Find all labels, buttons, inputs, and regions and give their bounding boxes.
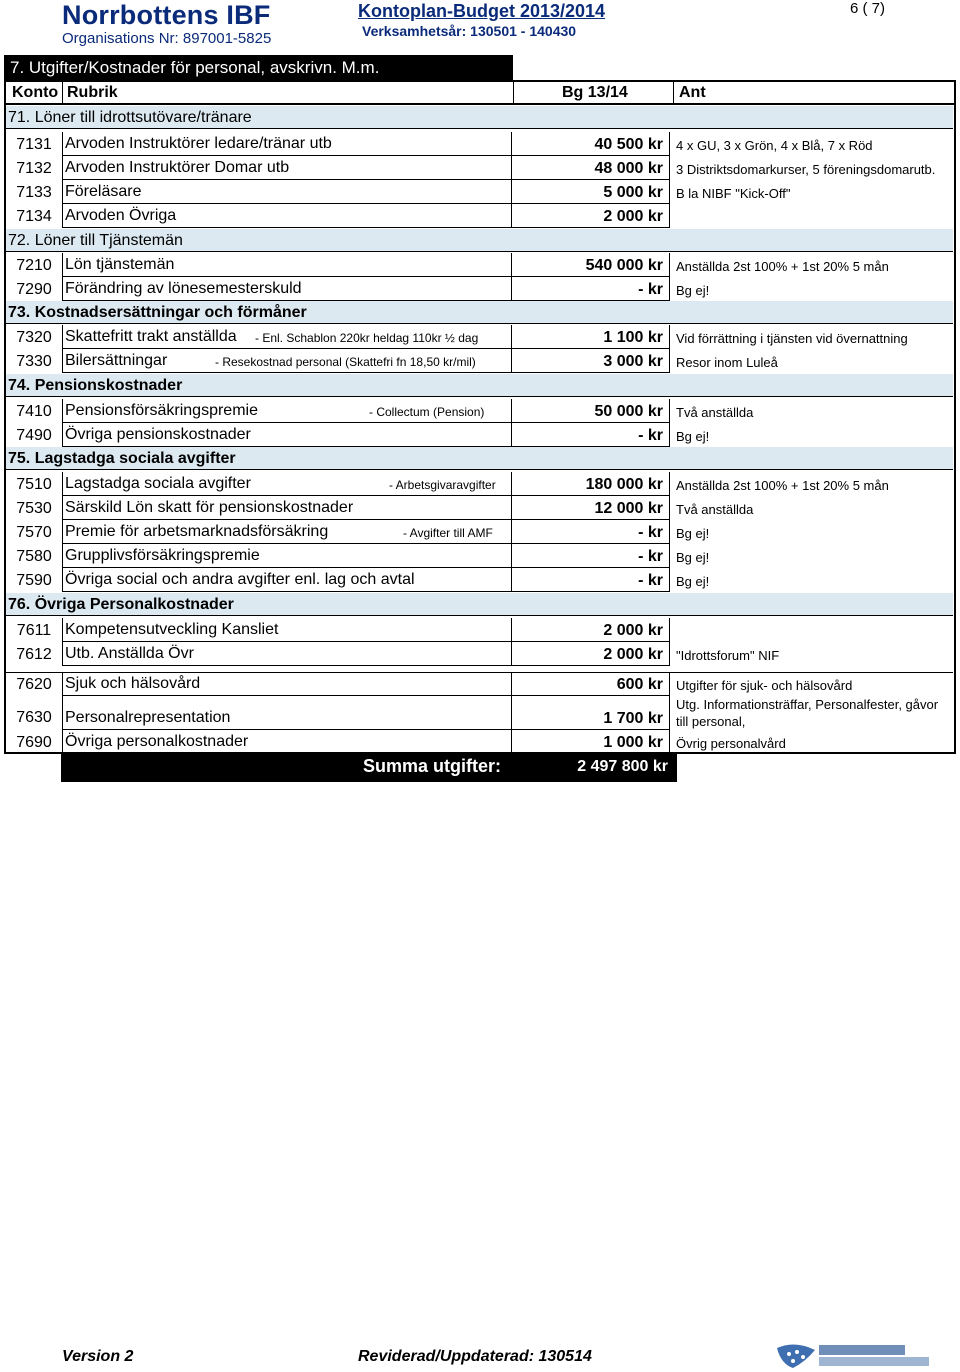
konto-cell: 7290: [6, 277, 63, 301]
ant-cell: Utg. Informationsträffar, Personalfester, gåvor till personal,: [676, 697, 939, 729]
rubrik-cell: Kompetensutveckling Kansliet: [65, 621, 279, 638]
ant-cell: "Idrottsforum" NIF: [676, 648, 780, 663]
section-76: 76. Övriga Personalkostnader: [6, 593, 953, 616]
column-ant: Ant: [679, 84, 706, 101]
ant-cell: Två anställda: [676, 405, 754, 420]
category-banner: 7. Utgifter/Kostnader för personal, avskrivn. M.m.: [4, 55, 513, 80]
amount-cell: - kr: [512, 568, 670, 592]
ant-cell: Bg ej!: [676, 550, 710, 565]
amount-cell: 5 000 kr: [512, 180, 670, 204]
rubrik-note: - Resekostnad personal (Skattefri fn 18,50 kr/mil): [215, 355, 476, 369]
summary-amount: 2 497 800 kr: [577, 758, 668, 775]
ant-cell: Utgifter för sjuk- och hälsovård: [676, 678, 853, 693]
table-row-7620: [6, 672, 953, 696]
table-row-7320: [6, 325, 953, 349]
konto-cell: 7133: [6, 180, 63, 204]
table-row-7133: [6, 180, 953, 204]
konto-cell: 7490: [6, 423, 63, 447]
ant-cell: Två anställda: [676, 502, 754, 517]
rubrik-cell: Bilersättningar: [65, 352, 168, 369]
konto-cell: 7612: [6, 642, 63, 666]
rubrik-cell: Utb. Anställda Övr: [65, 645, 194, 662]
section-72: 72. Löner till Tjänstemän: [6, 229, 953, 252]
konto-cell: 7131: [6, 132, 63, 156]
ant-cell: Bg ej!: [676, 526, 710, 541]
rubrik-cell: Arvoden Övriga: [65, 207, 177, 224]
amount-cell: 1 000 kr: [512, 730, 670, 754]
document-title: Kontoplan-Budget 2013/2014: [358, 1, 606, 21]
rubrik-cell: Arvoden Instruktörer ledare/tränar utb: [65, 135, 332, 152]
konto-cell: 7611: [6, 618, 63, 642]
konto-cell: 7134: [6, 204, 63, 228]
konto-cell: 7620: [6, 672, 63, 696]
table-row-7410: [6, 399, 953, 423]
section-73: 73. Kostnadsersättningar och förmåner: [6, 301, 953, 324]
column-konto: Konto: [12, 84, 59, 101]
rubrik-cell: Övriga pensionskostnader: [65, 426, 251, 443]
konto-cell: 7210: [6, 253, 63, 277]
rubrik-cell: Föreläsare: [65, 183, 142, 200]
amount-cell: 1 100 kr: [512, 325, 670, 349]
rubrik-cell: Sjuk och hälsovård: [65, 675, 201, 692]
amount-cell: 50 000 kr: [512, 399, 670, 423]
section-74: 74. Pensionskostnader: [6, 374, 953, 397]
table-row-7630: [6, 696, 953, 730]
amount-cell: 2 000 kr: [512, 618, 670, 642]
ant-cell: Bg ej!: [676, 283, 710, 298]
ant-cell: Vid förrättning i tjänsten vid övernattning: [676, 331, 908, 346]
column-header-row: [4, 80, 956, 105]
org-name: Norrbottens IBF: [62, 0, 271, 30]
summary-label: Summa utgifter:: [363, 756, 502, 776]
konto-cell: 7320: [6, 325, 63, 349]
amount-cell: 540 000 kr: [512, 253, 670, 277]
table-row-7330: [6, 349, 953, 373]
federation-logo: [775, 1342, 951, 1370]
column-budget: Bg 13/14: [562, 84, 628, 101]
amount-cell: 2 000 kr: [512, 642, 670, 666]
amount-cell: 48 000 kr: [512, 156, 670, 180]
konto-cell: 7530: [6, 496, 63, 520]
rubrik-cell: Lön tjänstemän: [65, 256, 175, 273]
ant-cell: 4 x GU, 3 x Grön, 4 x Blå, 7 x Röd: [676, 138, 873, 153]
table-row-7690: [6, 730, 953, 754]
footer-version: Version 2: [62, 1348, 134, 1365]
rubrik-cell: Övriga social och andra avgifter enl. lag och avtal: [65, 571, 415, 588]
konto-cell: 7132: [6, 156, 63, 180]
amount-cell: - kr: [512, 277, 670, 301]
table-row-7510: [6, 472, 953, 496]
rubrik-cell: Grupplivsförsäkringspremie: [65, 547, 260, 564]
rubrik-cell: Förändring av lönesemesterskuld: [65, 280, 302, 297]
ant-cell: B la NIBF "Kick-Off": [676, 186, 791, 201]
konto-cell: 7510: [6, 472, 63, 496]
konto-cell: 7410: [6, 399, 63, 423]
table-row-7131: [6, 132, 953, 156]
konto-cell: 7580: [6, 544, 63, 568]
table-row-7570: [6, 520, 953, 544]
amount-cell: 180 000 kr: [512, 472, 670, 496]
rubrik-cell: Övriga personalkostnader: [65, 733, 249, 750]
table-row-7132: [6, 156, 953, 180]
rubrik-cell: Skattefritt trakt anställda: [65, 328, 237, 345]
section-71: 71. Löner till idrottsutövare/tränare: [6, 106, 953, 129]
table-row-7612: [6, 642, 953, 666]
table-row-7290: [6, 277, 953, 301]
table-row-7210: [6, 253, 953, 277]
table-row-7611: [6, 618, 953, 642]
konto-cell: 7630: [6, 696, 63, 730]
fiscal-year: Verksamhetsår: 130501 - 140430: [362, 23, 577, 39]
rubrik-cell: Personalrepresentation: [65, 709, 231, 726]
ant-cell: Anställda 2st 100% + 1st 20% 5 mån: [676, 478, 889, 493]
org-number: Organisations Nr: 897001-5825: [62, 30, 272, 47]
column-rubrik: Rubrik: [67, 84, 118, 101]
konto-cell: 7570: [6, 520, 63, 544]
rubrik-note: - Enl. Schablon 220kr heldag 110kr ½ dag: [255, 331, 479, 345]
amount-cell: 1 700 kr: [512, 696, 670, 730]
table-row-7490: [6, 423, 953, 447]
ant-cell: Bg ej!: [676, 429, 710, 444]
ant-cell: Resor inom Luleå: [676, 355, 778, 370]
ant-cell: Övrig personalvård: [676, 736, 786, 751]
table-row-7590: [6, 568, 953, 592]
rubrik-note: - Collectum (Pension): [369, 405, 485, 419]
konto-cell: 7590: [6, 568, 63, 592]
rubrik-cell: Pensionsförsäkringspremie: [65, 402, 258, 419]
rubrik-cell: Lagstadga sociala avgifter: [65, 475, 251, 492]
footer-revised: Reviderad/Uppdaterad: 130514: [358, 1348, 592, 1365]
amount-cell: - kr: [512, 544, 670, 568]
amount-cell: 12 000 kr: [512, 496, 670, 520]
amount-cell: - kr: [512, 520, 670, 544]
table-row-7530: [6, 496, 953, 520]
ant-cell: 3 Distriktsdomarkurser, 5 föreningsdomarutb.: [676, 162, 936, 177]
amount-cell: 600 kr: [512, 672, 670, 696]
ant-cell: Bg ej!: [676, 574, 710, 589]
amount-cell: 3 000 kr: [512, 349, 670, 373]
section-75: 75. Lagstadga sociala avgifter: [6, 447, 953, 470]
rubrik-note: - Arbetsgivaravgifter: [389, 478, 496, 492]
page-number: 6 ( 7): [850, 0, 886, 17]
table-row-7134: [6, 204, 953, 228]
rubrik-note: - Avgifter till AMF: [403, 526, 493, 540]
konto-cell: 7330: [6, 349, 63, 373]
amount-cell: 2 000 kr: [512, 204, 670, 228]
rubrik-cell: Särskild Lön skatt för pensionskostnader: [65, 499, 354, 516]
rubrik-cell: Arvoden Instruktörer Domar utb: [65, 159, 290, 176]
table-row-7580: [6, 544, 953, 568]
ant-cell: Anställda 2st 100% + 1st 20% 5 mån: [676, 259, 889, 274]
rubrik-cell: Premie för arbetsmarknadsförsäkring: [65, 523, 329, 540]
konto-cell: 7690: [6, 730, 63, 754]
amount-cell: - kr: [512, 423, 670, 447]
amount-cell: 40 500 kr: [512, 132, 670, 156]
